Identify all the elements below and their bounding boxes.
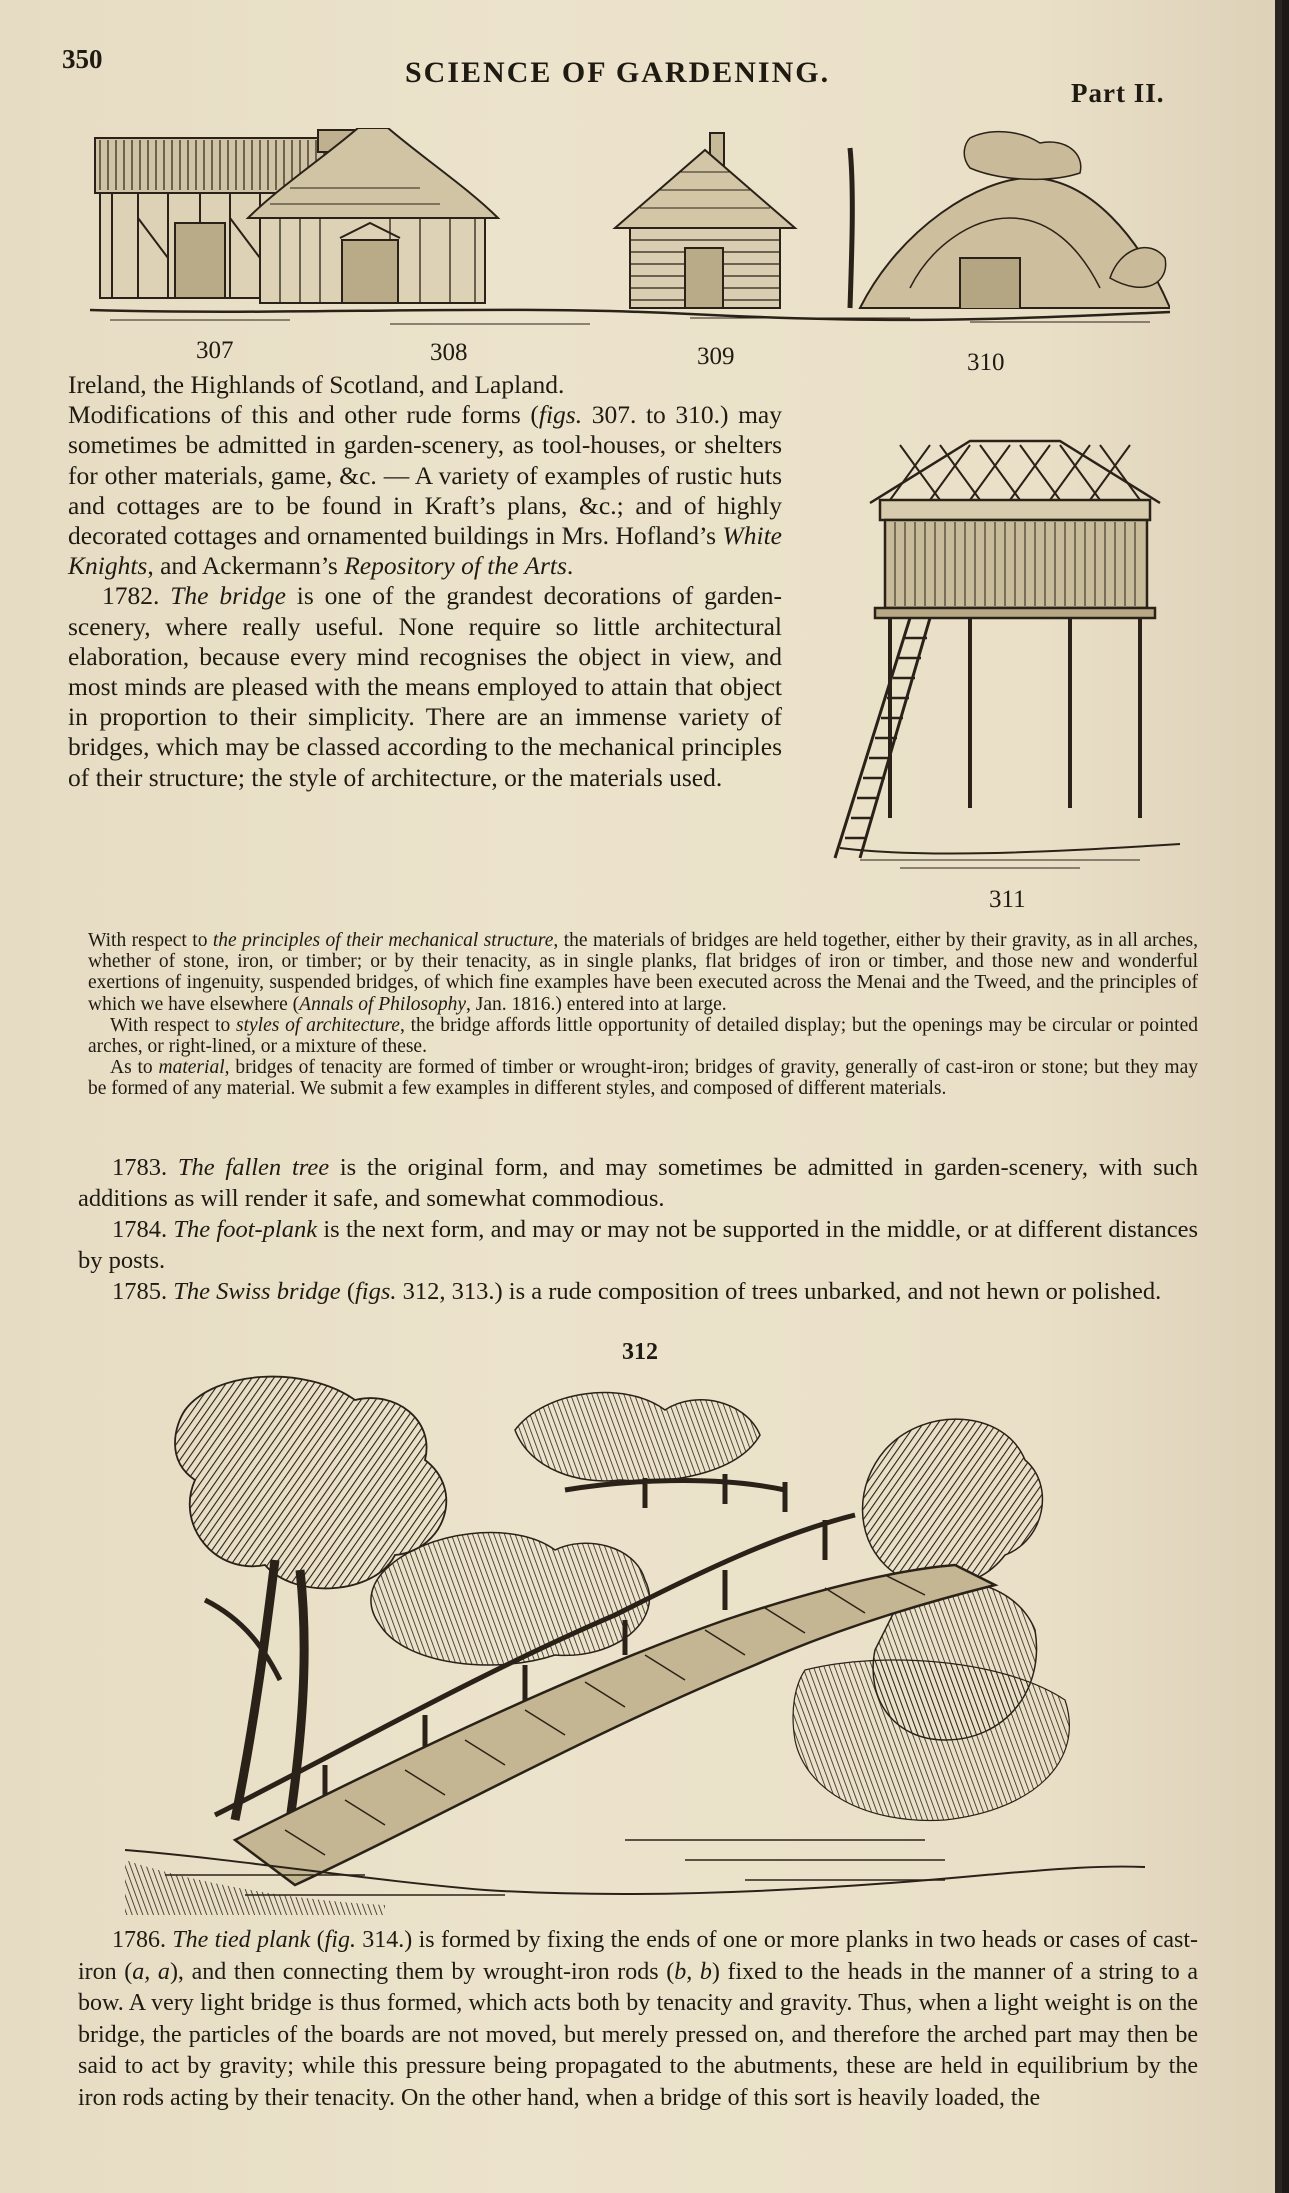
page-edge (1275, 0, 1282, 2193)
paragraph-1784: 1784. The foot-plank is the next form, and may or may not be supported in the middle, or at different distances by posts. (78, 1216, 1199, 1274)
paragraph-1786-block (78, 1925, 1198, 2114)
fig-label-312: 312 (622, 1339, 658, 1365)
fig-label-311: 311 (989, 886, 1026, 913)
hut-309 (615, 133, 795, 308)
note-styles-of-architecture: With respect to styles of architecture, the bridge affords little opportunity of detailed display; but the openings may be circular or pointed arches, or right-lined, or a mixture of these. (88, 1014, 1198, 1058)
elevated-hut-engraving-311 (820, 438, 1190, 878)
note-material: As to material, bridges of tenacity are formed of timber or wrought-iron; bridges of gravity, generally of cast-iron or stone; but they may be formed of any material. We submit a few examples in different styles, and composed of different materials. (88, 1057, 1198, 1100)
fig-label-307: 307 (196, 337, 234, 364)
column-text (68, 370, 782, 793)
sections-1783-1785 (78, 1152, 1198, 1307)
paragraph-line: Ireland, the Highlands of Scotland, and Lapland. (68, 370, 565, 399)
paragraph-1782: 1782. The bridge is one of the grandest decorations of garden-scenery, where really useful. None require so little architectural elaboration, because every mind recognises the object in view, and most minds are pleased with the means employed to attain that object in proportion to their simplicity. There are an immense variety of bridges, which may be classed according to the mechanical principles of their structure; the style of architecture, or the materials used. (68, 581, 783, 792)
fig-label-310: 310 (967, 349, 1005, 376)
part-label: Part II. (1071, 78, 1165, 108)
paragraph-1786: 1786. The tied plank (fig. 314.) is formed by fixing the ends of one or more planks in two heads or cases of cast-iron (a, a), and then connecting them by wrought-iron rods (b, b) fixed to the heads in the manner of a string to a bow. A very light bridge is thus formed, which acts both by tenacity and gravity. Thus, when a light weight is on the bridge, the particles of the boards are not moved, but merely pressed on, and therefore the arched part may then be said to act by gravity; while this pressure being propagated to the abutments, these are held in equilibrium by the iron rods acting by their tenacity. On the other hand, when a bridge of this sort is heavily loaded, the (78, 1927, 1199, 2111)
fig-label-308: 308 (430, 339, 468, 366)
swiss-bridge-engraving-312 (125, 1370, 1145, 1915)
page-number: 350 (62, 44, 103, 74)
hut-310 (850, 132, 1170, 308)
paragraph-modifications: Modifications of this and other rude forms (figs. 307. to 310.) may sometimes be admitted in garden-scenery, as tool-houses, or shelters for other materials, game, &c. — A variety of examples of rustic huts and cottages are to be found in Kraft’s plans, &c.; and of highly decorated cottages and ornamented buildings in Mrs. Hofland’s White Knights, and Ackermann’s Repository of the Arts. (68, 400, 783, 581)
small-print-notes (88, 930, 1198, 1100)
running-title: SCIENCE OF GARDENING. (405, 56, 831, 89)
paragraph-1783: 1783. The fallen tree is the original form, and may sometimes be admitted in garden-scenery, with such additions as will render it safe, and somewhat commodious. (78, 1154, 1199, 1212)
note-mechanical-structure: With respect to the principles of their mechanical structure, the materials of bridges are held together, either by their gravity, as in all arches, whether of stone, iron, or timber; or by their tenacity, as in single planks, flat bridges of iron or timber, and those new and wonderful exertions of ingenuity, suspended bridges, of which fine examples have been executed across the Menai and the Tweed, and the principles of which we have elsewhere (Annals of Philosophy, Jan. 1816.) entered into at large. (88, 930, 1198, 1015)
fig-label-309: 309 (697, 343, 735, 370)
hut-engravings-307-310 (90, 128, 1170, 343)
paragraph-1785: 1785. The Swiss bridge (figs. 312, 313.) is a rude composition of trees unbarked, and not hewn or polished. (112, 1278, 1162, 1305)
